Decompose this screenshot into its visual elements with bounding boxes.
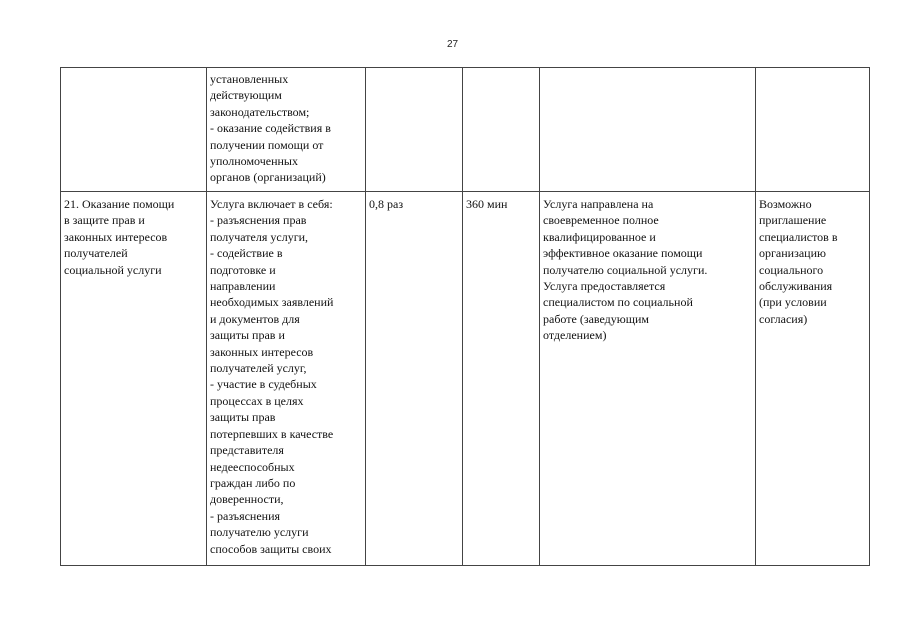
table-cell-service-name: 21. Оказание помощи в защите прав и законных интересов получателей социальной услуги [61,192,207,566]
table-cell-volume: 0,8 раз [366,192,463,566]
table-cell-conditions [540,68,756,192]
table-cell-conditions: Услуга направлена на своевременное полное квалифицированное и эффективное оказание помощи получателю социальной услуги. Услуга предоставляется специалистом по социальной работе (заведующим отделением) [540,192,756,566]
table-row [61,192,870,566]
table-cell-service-content: установленных действующим законодательством; - оказание содействия в получении помощи от уполномоченных органов (организаций) [207,68,366,192]
table-cell-service-name [61,68,207,192]
page-number: 27 [446,39,459,50]
services-table [60,67,870,566]
table-cell-notes: Возможно приглашение специалистов в организацию социального обслуживания (при условии согласия) [756,192,870,566]
table-cell-time: 360 мин [463,192,540,566]
table-cell-volume [366,68,463,192]
service-content-text: Услуга включает в себя: - разъяснения прав получателя услуги, - содействие в подготовке и направлении необходимых заявлений и документов для защиты прав и законных интересов получателей услуг, - участие в судебных процессах в целях защиты прав потерпевших в качестве представителя недееспособных граждан либо по доверенности, - разъяснения получателю услуги способов защиты своих [210,197,334,556]
table-row [61,68,870,192]
table-cell-service-content [207,192,366,566]
table-cell-notes [756,68,870,192]
table-cell-time [463,68,540,192]
